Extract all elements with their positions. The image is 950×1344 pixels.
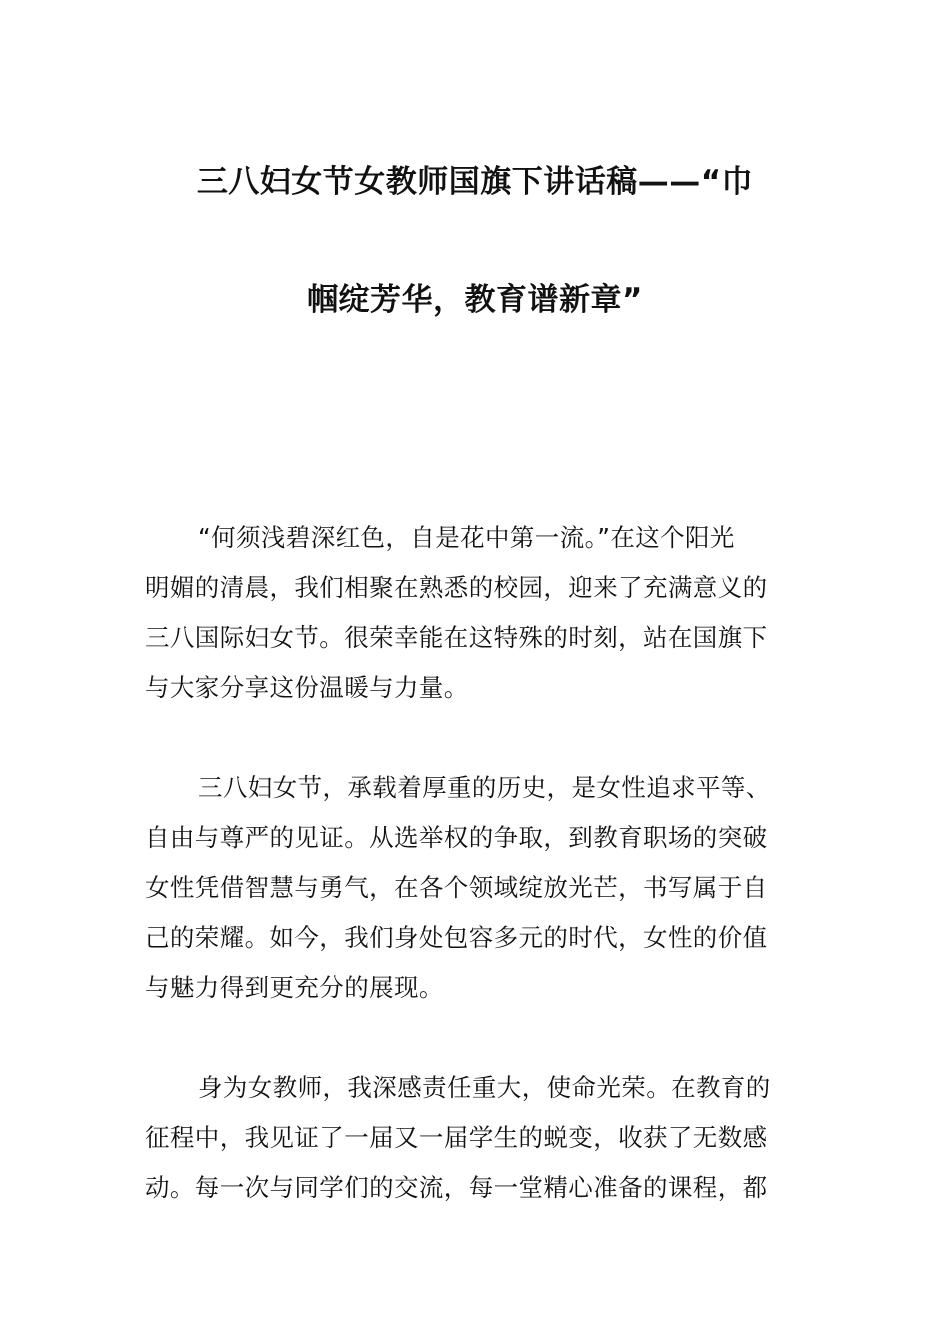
paragraph-2-line-1: 三八妇女节，承载着厚重的历史，是女性追求平等、 (198, 773, 771, 802)
paragraph-2-line-5: 与魅力得到更充分的展现。 (145, 973, 444, 1002)
paragraph-3-line-2: 征程中，我见证了一届又一届学生的蜕变，收获了无数感 (145, 1123, 768, 1152)
paragraph-2-line-3: 女性凭借智慧与勇气，在各个领域绽放光芒，书写属于自 (145, 873, 768, 902)
paragraph-1-line-2: 明媚的清晨，我们相聚在熟悉的校园，迎来了充满意义的 (145, 573, 768, 602)
paragraph-2-line-4: 己的荣耀。如今，我们身处包容多元的时代，女性的价值 (145, 923, 768, 952)
paragraph-1-line-3: 三八国际妇女节。很荣幸能在这特殊的时刻，站在国旗下 (145, 623, 768, 652)
paragraph-3-line-1: 身为女教师，我深感责任重大，使命光荣。在教育的 (198, 1073, 771, 1102)
paragraph-3-line-3: 动。每一次与同学们的交流，每一堂精心准备的课程，都 (145, 1173, 768, 1202)
document-title-line-2: 帼绽芳华，教育谱新章” (307, 282, 643, 318)
paragraph-1-line-4: 与大家分享这份温暖与力量。 (145, 673, 469, 702)
document-title-line-1: 三八妇女节女教师国旗下讲话稿——“巾 (196, 164, 754, 200)
paragraph-1-line-1: “何须浅碧深红色，自是花中第一流。”在这个阳光 (198, 523, 735, 552)
paragraph-2-line-2: 自由与尊严的见证。从选举权的争取，到教育职场的突破 (145, 823, 768, 852)
